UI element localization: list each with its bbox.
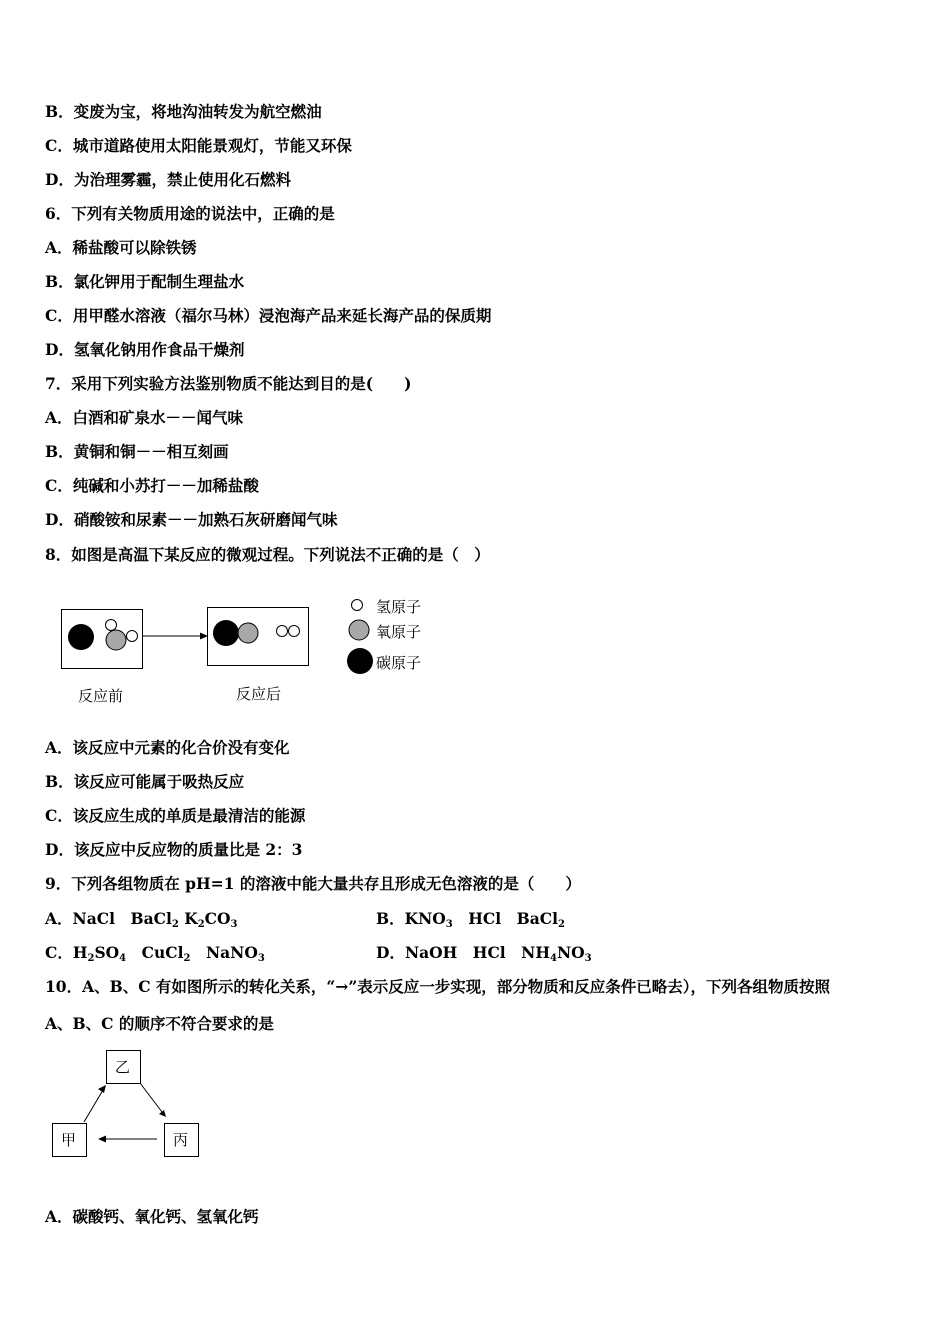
- arrow-left-to-top: [84, 1090, 103, 1122]
- q8-option-d: D．该反应中反应物的质量比是 2：3: [45, 840, 303, 859]
- q8-option-a: A．该反应中元素的化合价没有变化: [45, 738, 290, 757]
- node-right-box: [164, 1123, 199, 1157]
- arrow-top-to-right: [140, 1083, 162, 1112]
- node-left-label: 甲: [61, 1131, 77, 1149]
- q6-option-b: B．氯化钾用于配制生理盐水: [45, 272, 245, 291]
- legend-carbon-label: 碳原子: [376, 654, 422, 672]
- q7-option-b: B．黄铜和铜－－相互刻画: [45, 442, 229, 461]
- q6-stem: 6．下列有关物质用途的说法中，正确的是: [45, 204, 335, 223]
- q7-option-a: A．白酒和矿泉水－－闻气味: [45, 408, 244, 427]
- q5-option-b: B．变废为宝，将地沟油转发为航空燃油: [45, 102, 322, 121]
- q8-option-b: B．该反应可能属于吸热反应: [45, 772, 245, 791]
- q9-option-d: D．NaOH HCl $NH_4NO_3$: [376, 943, 592, 964]
- q9-option-c: C．$H_2SO_4$ CuCl$_2$ NaNO$_3$: [45, 943, 265, 964]
- legend-hydrogen-label: 氢原子: [376, 598, 422, 616]
- q5-option-c: C．城市道路使用太阳能景观灯，节能又环保: [45, 136, 352, 155]
- after-label: 反应后: [236, 685, 282, 703]
- q8-option-c: C．该反应生成的单质是最清洁的能源: [45, 806, 306, 825]
- q9-stem: 9．下列各组物质在 pH=1 的溶液中能大量共存且形成无色溶液的是（ ）: [45, 874, 581, 893]
- q7-option-c: C．纯碱和小苏打－－加稀盐酸: [45, 476, 259, 495]
- q6-option-a: A．稀盐酸可以除铁锈: [45, 238, 197, 257]
- q10-stem-continued: A、B、C 的顺序不符合要求的是: [45, 1014, 274, 1033]
- before-label: 反应前: [78, 687, 124, 705]
- q7-stem: 7．采用下列实验方法鉴别物质不能达到目的是( ): [45, 374, 412, 393]
- node-right-label: 丙: [173, 1131, 189, 1149]
- node-top-label: 乙: [115, 1058, 131, 1076]
- node-top-box: [106, 1050, 141, 1084]
- node-left-box: [52, 1123, 87, 1157]
- q6-option-d: D．氢氧化钠用作食品干燥剂: [45, 340, 245, 359]
- q9-option-b: B．$KNO_3$ HCl BaCl$_2$: [376, 909, 565, 930]
- q8-stem: 8．如图是高温下某反应的微观过程。下列说法不正确的是（ ）: [45, 545, 490, 564]
- q10-stem: 10．A、B、C 有如图所示的转化关系，“→”表示反应一步实现，部分物质和反应条件已略去），下列各组物质按照: [45, 977, 831, 996]
- arrow-top-to-right-head: [159, 1110, 166, 1117]
- legend-oxygen-label: 氧原子: [376, 623, 422, 641]
- q7-option-d: D．硝酸铵和尿素－－加熟石灰研磨闻气味: [45, 510, 338, 529]
- q6-option-c: C．用甲醛水溶液（福尔马林）浸泡海产品来延长海产品的保质期: [45, 306, 492, 325]
- q10-option-a: A．碳酸钙、氧化钙、氢氧化钙: [45, 1207, 259, 1226]
- arrow-right-to-left-head: [98, 1136, 106, 1143]
- q9-option-a: A．NaCl BaCl$_2$ $K_2CO_3$: [45, 909, 238, 930]
- q5-option-d: D．为治理雾霾，禁止使用化石燃料: [45, 170, 291, 189]
